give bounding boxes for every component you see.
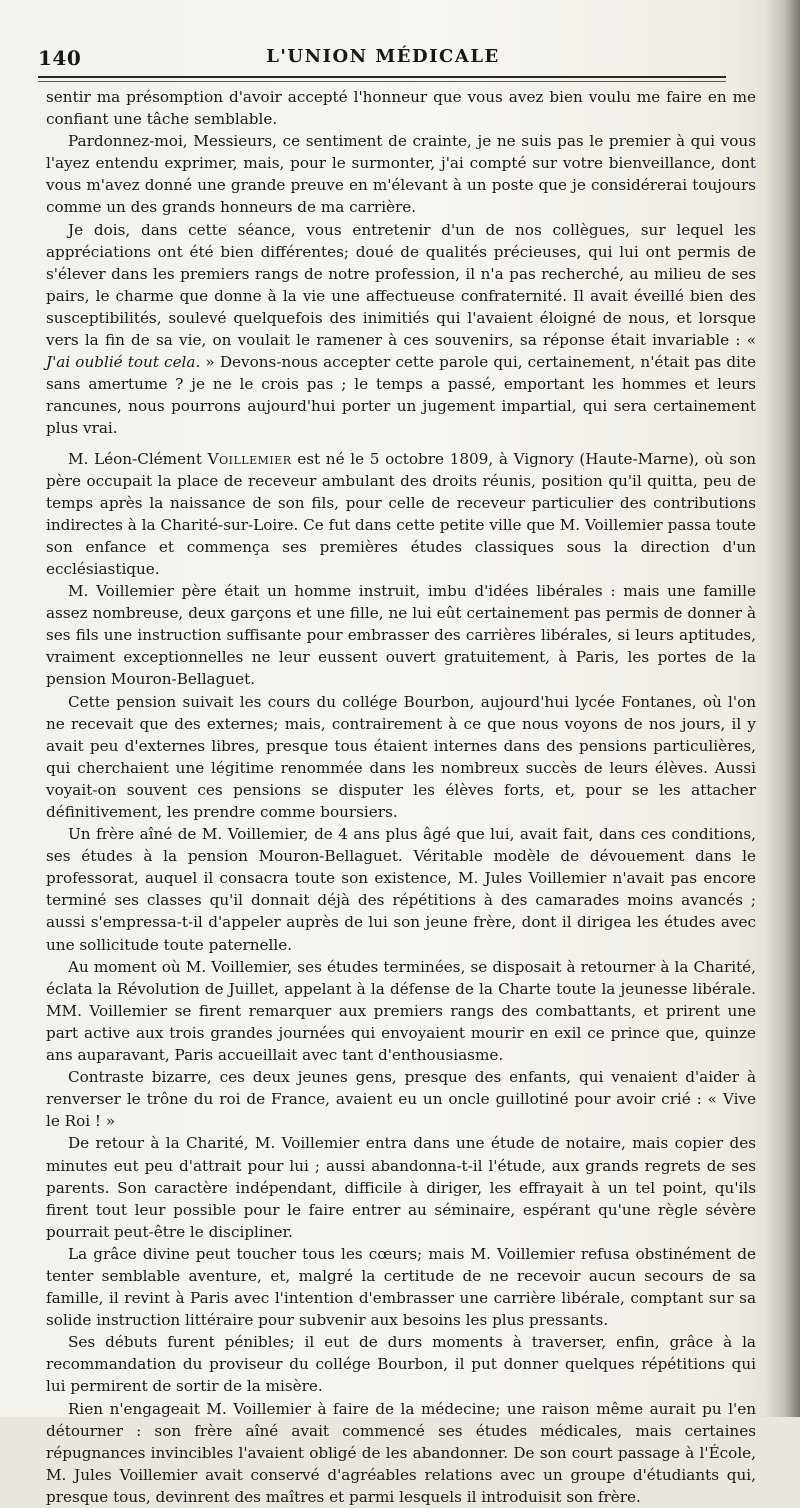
header-rule [38, 76, 726, 78]
paragraph: M. Léon-Clément Voillemier est né le 5 octobre 1809, à Vignory (Haute-Marne), où son père occupait la place de receveur ambulant des droits réunis, position qu'il quitta, peu de temps après la naissance de son fils, pour celle de receveur particulier des contributions indirectes à la Charité-sur-Loire. Ce fut dans cette petite ville que M. Voillemier passa toute son enfance et commença ses premières études classiques sous la direction d'un ecclésiastique. [46, 449, 756, 578]
paragraph: De retour à la Charité, M. Voillemier entra dans une étude de notaire, mais copier des minutes eut peu d'attrait pour lui ; aussi abandonna-t-il l'étude, aux grands regrets de ses parents. Son caractère indépendant, difficile à diriger, les effrayait à un tel point, qu'ils firent tout leur possible pour le faire entrer au séminaire, espérant qu'une règle sévère pourrait peut-être le discipliner. [46, 1134, 756, 1241]
paragraph: Contraste bizarre, ces deux jeunes gens, presque des enfants, qui venaient d'aider à renverser le trône du roi de France, avaient eu un oncle guillotiné pour avoir crié : « Vive le Roi ! » [46, 1068, 756, 1131]
page-header [38, 44, 728, 74]
paragraph: Au moment où M. Voillemier, ses études terminées, se disposait à retourner à la Charité, éclata la Révolution de Juillet, appelant à la défense de la Charte toute la jeunesse libérale. MM. Voillemier se firent remarquer aux premiers rangs des combattants, et prirent une part active aux trois grandes journées qui envoyaient mourir en exil ce prince que, quinze ans auparavant, Paris accueillait avec tant d'enthousiasme. [46, 957, 756, 1065]
page-binding-shadow [766, 0, 800, 1417]
page-number: 140 [38, 46, 82, 70]
paragraph: Un frère aîné de M. Voillemier, de 4 ans plus âgé que lui, avait fait, dans ces conditions, ses études à la pension Mouron-Bellaguet. Véritable modèle de dévouement dans le professorat, auquel il consacra toute son existence, M. Jules Voillemier n'avait pas encore terminé ses classes qu'il donnait déjà des répétitions à des camarades moins avancés ; aussi s'empressa-t-il d'appeler auprès de lui son jeune frère, dont il dirigea les études avec une sollicitude toute paternelle. [46, 825, 756, 954]
running-title: L'UNION MÉDICALE [266, 46, 500, 67]
paragraph: Je dois, dans cette séance, vous entretenir d'un de nos collègues, sur lequel les appréciations ont été bien différentes; doué de qualités précieuses, qui lui ont permis de s'élever dans les premiers rangs de notre profession, il n'a pas recherché, au milieu de ses pairs, le charme que donne à la vie une affectueuse confraternité. Il avait éveillé bien des susceptibilités, soulevé quelquefois des inimitiés qui l'avaient éloigné de nous, et lorsque vers la fin de sa vie, on voulait le ramener à ces souvenirs, sa réponse était invariable : « J'ai oublié tout cela. » Devons-nous accepter cette parole qui, certainement, n'était pas dite sans amertume ? je ne le crois pas ; le temps a passé, emportant les hommes et leurs rancunes, nous pourrons aujourd'hui porter un jugement impartial, qui sera certainement plus vrai. [46, 220, 756, 438]
paragraph: La grâce divine peut toucher tous les cœurs; mais M. Voillemier refusa obstinément de tenter semblable aventure, et, malgré la certitude de ne recevoir aucun secours de sa famille, il revint à Paris avec l'intention d'embrasser une carrière libérale, comptant sur sa solide instruction littéraire pour subvenir aux besoins les plus pressants. [46, 1244, 756, 1330]
quotation: J'ai oublié tout cela. [46, 353, 201, 372]
paragraph: sentir ma présomption d'avoir accepté l'honneur que vous avez bien voulu me faire en me confiant une tâche semblable. [46, 88, 756, 129]
paragraph: M. Voillemier père était un homme instruit, imbu d'idées libérales : mais une famille assez nombreuse, deux garçons et une fille, ne lui eût certainement pas permis de donner à ses fils une instruction suffisante pour embrasser des carrières libérales, si leurs aptitudes, vraiment exceptionnelles ne leur eussent ouvert gratuitement, à Paris, les portes de la pension Mouron-Bellaguet. [46, 582, 756, 689]
body-text [46, 86, 756, 1508]
subject-name: Voillemier [207, 449, 292, 468]
paragraph: Cette pension suivait les cours du collége Bourbon, aujourd'hui lycée Fontanes, où l'on ne recevait que des externes; mais, contrairement à ce que nous voyons de nos jours, il y avait peu d'externes libres, presque tous étaient internes dans des pensions particulières, qui cherchaient une légitime renommée dans les nombreux succès de leurs élèves. Aussi voyait-on souvent ces pensions se disputer les élèves forts, et, pour se les attacher définitivement, les prendre comme boursiers. [46, 692, 756, 821]
paragraph: Pardonnez-moi, Messieurs, ce sentiment de crainte, je ne suis pas le premier à qui vous l'ayez entendu exprimer, mais, pour le surmonter, j'ai compté sur votre bienveillance, dont vous m'avez donné une grande preuve en m'élevant à un poste que je considérerai toujours comme un des grands honneurs de ma carrière. [46, 132, 756, 217]
paragraph: Ses débuts furent pénibles; il eut de durs moments à traverser, enfin, grâce à la recommandation du proviseur du collége Bourbon, il put donner quelques répétitions qui lui permirent de sortir de la misère. [46, 1333, 756, 1396]
header-rule-thin [38, 81, 726, 82]
paragraph: Rien n'engageait M. Voillemier à faire de la médecine; une raison même aurait pu l'en détourner : son frère aîné avait commencé ses études médicales, mais certaines répugnances invincibles l'avaient obligé de les abandonner. De son court passage à l'École, M. Jules Voillemier avait conservé d'agréables relations avec un groupe d'étudiants qui, presque tous, devinrent des maîtres et parmi lesquels il introduisit son frère. [46, 1399, 756, 1506]
